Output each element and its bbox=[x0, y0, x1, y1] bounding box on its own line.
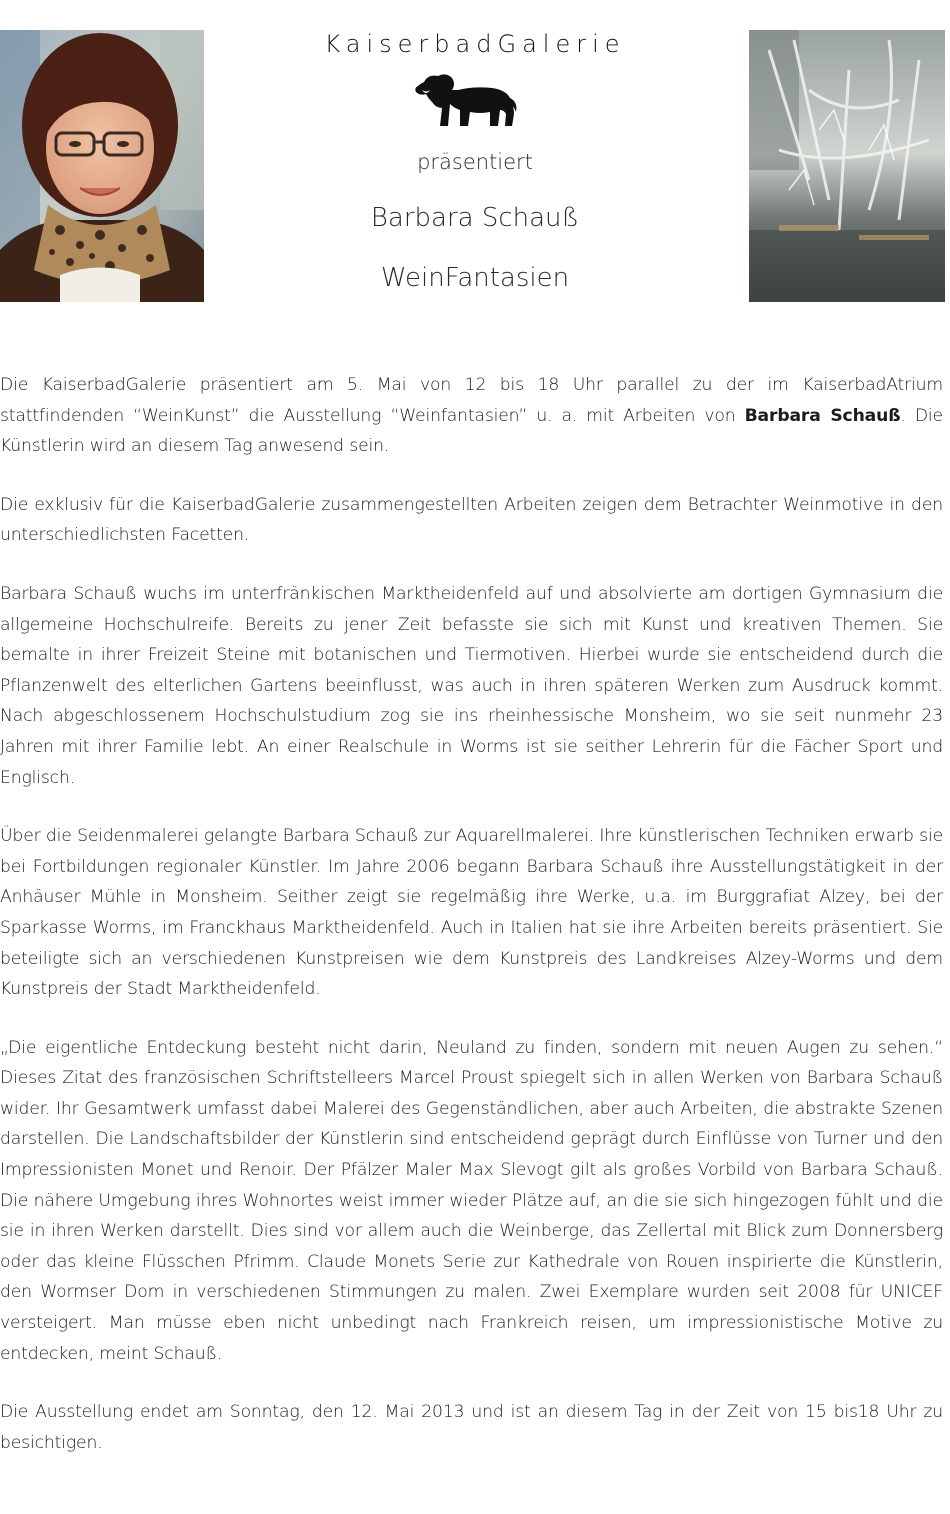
artwork-painting bbox=[749, 30, 945, 302]
presents-text: präsentiert bbox=[417, 150, 533, 174]
paragraph-works: Die exklusiv für die KaiserbadGalerie zusammengestellten Arbeiten zeigen dem Betrachter Weinmotive in den unterschiedlichsten Facetten. bbox=[0, 494, 943, 546]
paragraph-biography: Barbara Schauß wuchs im unterfränkischen Marktheidenfeld auf und absolvierte am dortigen Gymnasium die allgemeine Hochschulreife. Bereits zu jener Zeit befasste sie sich mit Kunst und kreativen Themen. Sie bemalte in ihrer Freizeit Steine mit botanischen und Tiermotiven. Hierbei wurde sie entscheidend durch die Pflanzenwelt des elterlichen Gartens beeinflusst, was auch in ihren späteren Werken zum Ausdruck kommt. Nach abgeschlossenem Hochschulstudium zog sie ins rheinhessische Monsheim, wo sie seit nunmehr 23 Jahren mit ihrer Familie lebt. An einer Realschule in Worms ist sie seither Lehrerin für die Fächer Sport und Englisch. bbox=[0, 583, 943, 788]
paragraph-intro-text: Die KaiserbadGalerie präsentiert am 5. Mai von 12 bis 18 Uhr parallel zu der im KaiserbadAtrium stattfindenden “WeinKunst” die Ausstellung “Weinfantasien” u. a. mit Arbeiten von bbox=[0, 375, 943, 426]
exhibition-title: WeinFantasien bbox=[380, 263, 570, 293]
artist-name: Barbara Schauß bbox=[370, 203, 580, 233]
paragraph-intro bbox=[0, 370, 943, 462]
article-body bbox=[0, 370, 943, 1486]
artist-portrait-photo bbox=[0, 30, 204, 302]
artwork-image bbox=[749, 30, 945, 302]
paragraph-closing: Die Ausstellung endet am Sonntag, den 12. Mai 2013 und ist an diesem Tag in der Zeit von 15 bis18 Uhr zu besichtigen. bbox=[0, 1402, 943, 1453]
paragraph-intro-text-end: . Die Künstlerin wird an diesem Tag anwesend sein. bbox=[0, 405, 943, 457]
portrait-image bbox=[0, 30, 204, 302]
lion-icon bbox=[410, 68, 520, 130]
paragraph-career: Über die Seidenmalerei gelangte Barbara Schauß zur Aquarellmalerei. Ihre künstlerischen Techniken erwarb sie bei Fortbildungen regionaler Künstler. Im Jahre 2006 begann Barbara Schauß ihre Ausstellungstätigkeit in der Anhäuser Mühle in Monsheim. Seither zeigt sie regelmäßig ihre Werke, u.a. im Burggrafiat Alzey, bei der Sparkasse Worms, im Franckhaus Marktheidenfeld. Auch in Italien hat sie ihre Arbeiten bereits präsentiert. Sie beteiligte sich an verschiedenen Kunstpreisen wie dem Kunstpreis des Landkreises Alzey-Worms und dem Kunstpreis der Stadt Marktheidenfeld. bbox=[0, 826, 943, 1000]
artist-name-bold: Barbara Schauß bbox=[744, 405, 901, 426]
gallery-name: KaiserbadGalerie bbox=[324, 30, 626, 58]
paragraph-style: „Die eigentliche Entdeckung besteht nicht darin, Neuland zu finden, sondern mit neuen Augen zu sehen.“ Dieses Zitat des französischen Schriftstelleers Marcel Proust spiegelt sich in allen Werken von Barbara Schauß wider. Ihr Gesamtwerk umfasst dabei Malerei des Gegenständlichen, aber auch Arbeiten, die abstrakte Szenen darstellen. Die Landschaftsbilder der Künstlerin sind entscheidend geprägt durch Einflüsse von Turner und den Impressionisten Monet und Renoir. Der Pfälzer Maler Max Slevogt gilt als großes Vorbild von Barbara Schauß. Die nähere Umgebung ihres Wohnortes weist immer wieder Plätze auf, an die sie sich hingezogen fühlt und die sie in ihren Werken darstellt. Dies sind vor allem auch die Weinberge, das Zellertal mit Blick zum Donnersberg oder das kleine Flüsschen Pfrimm. Claude Monets Serie zur Kathedrale von Rouen inspirierte die Künstlerin, den Wormser Dom in verschiedenen Stimmungen zu malen. Zwei Exemplare wurden seit 2008 für UNICEF versteigert. Man müsse eben nicht unbedingt nach Frankreich reisen, um impressionistische Motive zu entdecken, meint Schauß. bbox=[0, 1037, 943, 1364]
header bbox=[0, 0, 950, 320]
